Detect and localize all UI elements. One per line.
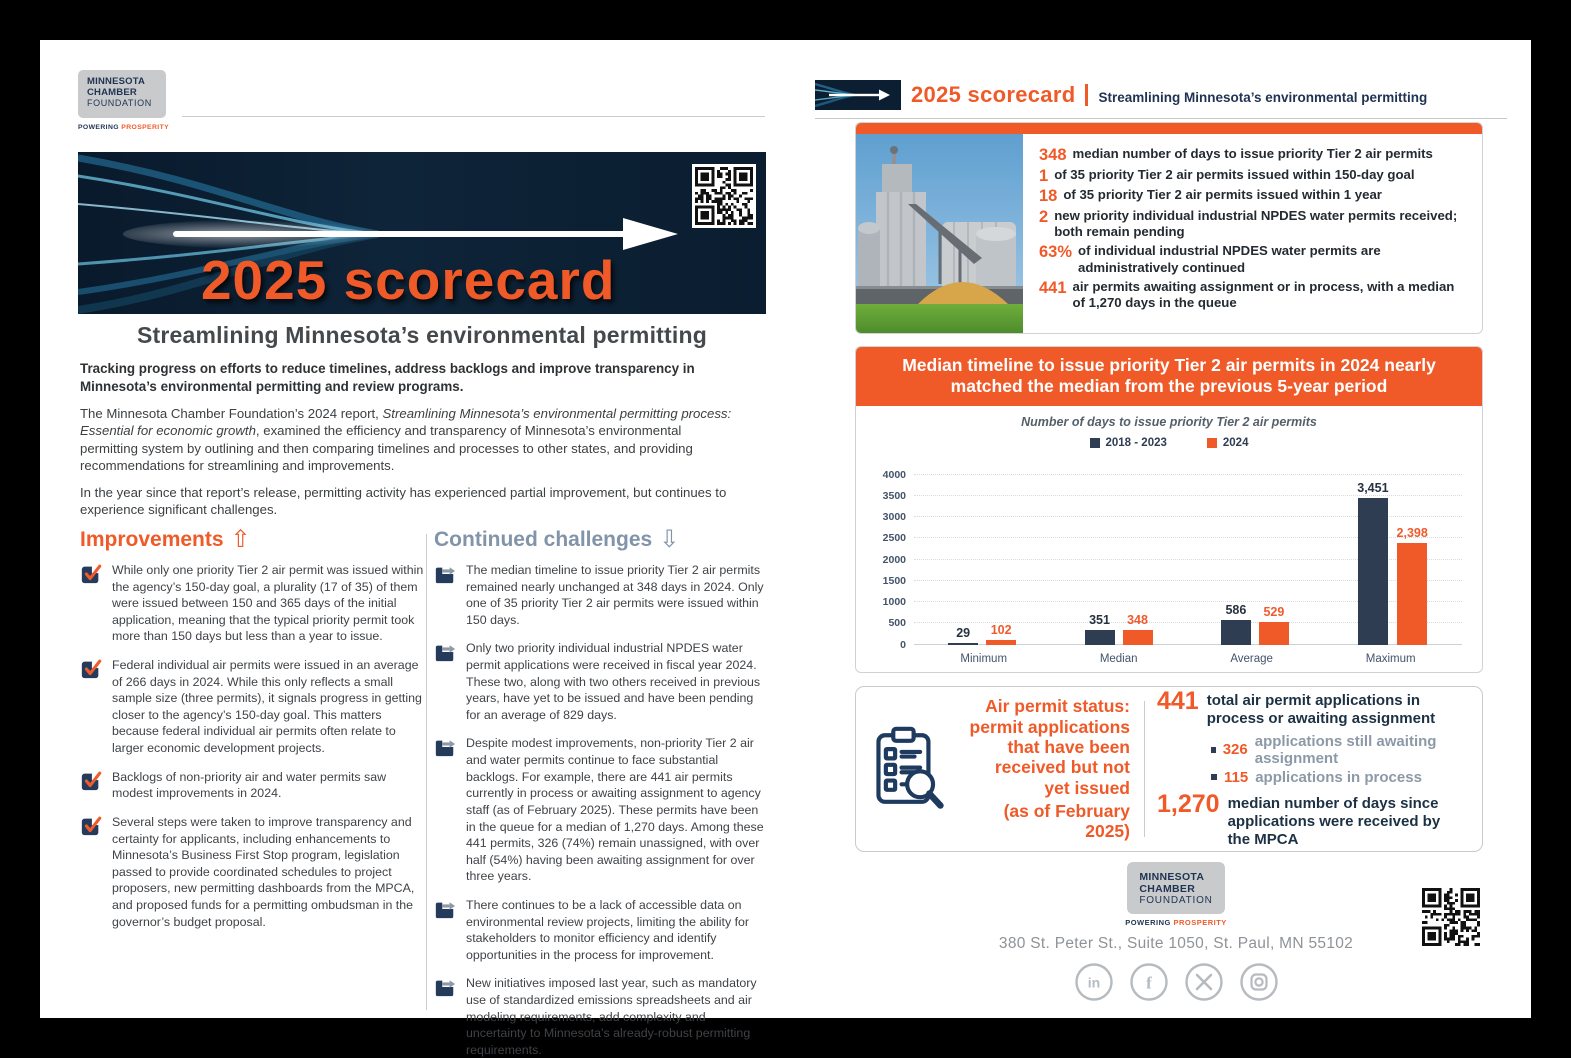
right-header-title: 2025 scorecard — [911, 82, 1076, 107]
box-arrow-icon — [434, 641, 456, 663]
chart-subtitle: Number of days to issue priority Tier 2 air permits — [1021, 414, 1317, 429]
challenge-item: Only two priority individual industrial NPDES water permit applications were received in fiscal year 2024. These two, along with two others received in previous years, have yet to be issued and have been pending for an average of 829 days. — [434, 640, 766, 723]
intro-paragraph-1: The Minnesota Chamber Foundation’s 2024 report, Streamlining Minnesota’s environmental permitting process: Essential for economic growth, examined the efficiency and transparency of Minnesota’s environmental permitting system by outlining and then comparing timelines and processes to other states, and providing recommendations for streamlining and improvements. — [80, 405, 732, 474]
up-arrow-icon: ⇧ — [230, 526, 251, 553]
bar-value-label: 348 — [1127, 612, 1148, 627]
status-right-panel — [1157, 686, 1466, 849]
improvements-heading: Improvements ⇧ — [80, 526, 251, 553]
svg-text:f: f — [1145, 973, 1152, 993]
bar — [1123, 630, 1153, 645]
x-axis-category-label: Minimum — [960, 652, 1008, 665]
bar-value-label: 3,451 — [1357, 481, 1389, 496]
checkbox-check-icon — [80, 658, 102, 680]
header-divider-line — [182, 116, 765, 117]
logo-line1: MINNESOTA — [87, 76, 146, 87]
chamber-foundation-logo — [78, 70, 166, 118]
checkbox-check-icon — [80, 770, 102, 792]
challenge-item: There continues to be a lack of accessible data on environmental review projects, limiting the ability for stakeholders to monitor efficiency and identify opportunities in the process for improvement. — [434, 897, 766, 963]
chart-title-banner: Median timeline to issue priority Tier 2 air permits in 2024 nearly matched the median from the previous 5-year period — [856, 347, 1482, 406]
grain-elevator-illustration — [856, 134, 1023, 334]
box-arrow-icon — [434, 563, 456, 585]
bar-groups — [914, 475, 1462, 645]
improvement-item: While only one priority Tier 2 air permit was issued within the agency’s 150-day goal, a plurality (17 of 35) of them were issued between 150 and 365 days of the initial application, meaning that the typical priority permit took more than 150 days but less than a year to issue. — [80, 562, 428, 645]
y-axis-tick-label: 3500 — [882, 489, 906, 502]
bar-value-label: 529 — [1263, 605, 1285, 620]
header-separator-bar — [1085, 84, 1088, 106]
legend-swatch — [1090, 438, 1100, 448]
improvement-item: Backlogs of non-priority air and water permits saw modest improvements in 2024. — [80, 769, 428, 802]
bar-wrap — [1123, 613, 1153, 645]
stat-row: 441 air permits awaiting assignment or in process, with a median of 1,270 days in the queue — [1039, 278, 1455, 311]
footer-chamber-foundation-logo: MINNESOTA CHAMBER FOUNDATION — [1127, 862, 1224, 914]
svg-text:in: in — [1087, 974, 1100, 991]
bar — [1397, 543, 1427, 645]
air-permit-status-box — [855, 686, 1483, 852]
chart-legend — [856, 437, 1482, 449]
bar-value-label: 102 — [990, 623, 1012, 638]
x-axis-category-label: Maximum — [1365, 652, 1416, 665]
challenge-item: New initiatives imposed last year, such as mandatory use of standardized emissions spreadsheets and air modeling requirements, add complexity and uncertainty to Minnesota’s already-robust permitting requirements. — [434, 975, 766, 1058]
status-bullet: 326 applications still awaiting assignment — [1211, 733, 1466, 767]
stats-box-accent-bar — [856, 123, 1482, 134]
y-axis-tick-label: 3000 — [882, 511, 906, 524]
y-axis-tick-label: 1000 — [882, 596, 906, 609]
bar-wrap — [1221, 603, 1251, 645]
bar-value-label: 351 — [1089, 612, 1110, 627]
clipboard-magnifier-icon — [872, 726, 946, 811]
intro-paragraph-2: In the year since that report’s release, permitting activity has experienced partial improvement, but continues to experience significant challenges. — [80, 484, 727, 518]
improvements-section — [80, 528, 428, 942]
bar-wrap — [1397, 526, 1428, 645]
improvement-item: Federal individual air permits were issued in an average of 266 days in 2024. While this only reflects a small sample size (three permits), it signals progress in getting closer to the agency’s 150-day goal. This matters because federal individual air permits often relate to larger economic development projects. — [80, 657, 428, 757]
y-axis-tick-label: 4000 — [882, 468, 906, 481]
bar-group-maximum — [1357, 481, 1428, 645]
stat-row: 1 of 35 priority Tier 2 air permits issued within 150-day goal — [1039, 166, 1415, 185]
two-page-spread — [40, 40, 1531, 1057]
legend-label: 2024 — [1222, 436, 1249, 449]
bar-wrap — [1259, 605, 1289, 644]
status-vertical-divider — [1144, 701, 1145, 837]
linkedin-icon[interactable] — [1074, 962, 1114, 1002]
right-header-rule — [815, 118, 1507, 119]
report-title-italic: Streamlining Minnesota’s environmental permitting process: Essential for economic growth — [80, 405, 732, 439]
stat-row: 348 median number of days to issue priority Tier 2 air permits — [1039, 146, 1433, 164]
bar-value-label: 586 — [1225, 602, 1247, 617]
right-page-footer — [830, 862, 1522, 1002]
bar — [1085, 630, 1115, 645]
bar-group-average — [1221, 603, 1289, 645]
social-icons-row — [830, 962, 1522, 1002]
stat-row: 18 of 35 priority Tier 2 air permits issued within 1 year — [1039, 187, 1382, 205]
status-left-panel — [872, 696, 1130, 841]
grain-elevator-photo — [856, 134, 1023, 334]
mini-banner-arrow-graphic — [815, 80, 901, 110]
stat-row: 2 new priority individual industrial NPDES water permits received; both remain pending — [1039, 207, 1458, 239]
status-label: Air permit status: permit applications that have been received but not yet issued (as of February 2025) — [954, 696, 1130, 841]
box-arrow-icon — [434, 898, 456, 920]
intro-section — [80, 360, 736, 528]
challenges-heading: Continued challenges ⇩ — [434, 526, 680, 553]
challenge-item: The median timeline to issue priority Tier 2 air permits remained nearly unchanged at 348 days in 2024. Only one of 35 priority Tier 2 air permits were issued within 150 days. — [434, 562, 766, 628]
bar — [948, 643, 978, 645]
right-header-subtitle: Streamlining Minnesota’s environmental permitting — [1098, 89, 1428, 105]
legend-swatch — [1207, 438, 1217, 448]
bar-wrap — [1085, 613, 1115, 645]
square-bullet-icon — [1211, 747, 1216, 753]
challenges-section — [434, 528, 766, 1058]
bar-value-label: 2,398 — [1396, 525, 1428, 540]
y-axis-tick-label: 0 — [900, 638, 906, 651]
checkbox-check-icon — [80, 815, 102, 837]
y-axis-tick-label: 2000 — [882, 553, 906, 566]
stat-row: 63% of individual industrial NPDES water permits are administratively continued — [1039, 243, 1381, 275]
logo-tagline: POWERING PROSPERITY — [78, 124, 170, 131]
box-arrow-icon — [434, 976, 456, 998]
right-page-header — [815, 80, 1507, 110]
status-bullet-list — [1211, 733, 1466, 786]
legend-label: 2018 - 2023 — [1105, 436, 1167, 449]
x-twitter-icon[interactable] — [1184, 962, 1224, 1002]
bar — [986, 640, 1016, 644]
bar — [1358, 498, 1388, 645]
status-bullet: 115 applications in process — [1211, 769, 1466, 786]
chart-panel — [855, 346, 1483, 673]
bar-group-median — [1085, 613, 1153, 645]
key-stats-list — [1023, 134, 1482, 334]
facebook-icon[interactable] — [1129, 962, 1169, 1002]
y-axis-tick-label: 2500 — [882, 532, 906, 545]
box-arrow-icon — [434, 736, 456, 758]
bar-wrap — [986, 623, 1016, 644]
cover-banner — [78, 152, 766, 314]
x-axis-category-label: Average — [1230, 652, 1273, 665]
legend-item — [1090, 437, 1167, 449]
down-arrow-icon: ⇩ — [659, 526, 680, 553]
logo-line2: CHAMBER — [87, 86, 137, 98]
logo-line3: FOUNDATION — [87, 98, 152, 109]
square-bullet-icon — [1211, 774, 1217, 780]
improvement-item: Several steps were taken to improve transparency and certainty for applicants, including enhancements to Minnesota’s Business First Stop program, legislation passed to provide coordinated schedules to project proposers, new permitting dashboards from the MPCA, and proposed funds for a permitting ombudsman in the governor’s budget proposal. — [80, 814, 428, 930]
bar — [1221, 620, 1251, 645]
x-axis-category-label: Median — [1099, 652, 1138, 665]
key-stats-box — [855, 122, 1483, 334]
y-axis-tick-label: 500 — [888, 617, 906, 630]
instagram-icon[interactable] — [1239, 962, 1279, 1002]
intro-lead: Tracking progress on efforts to reduce timelines, address backlogs and improve transparency in Minnesota’s environmental permitting and review programs. — [80, 361, 695, 394]
legend-item — [1207, 437, 1249, 449]
bar — [1259, 622, 1289, 644]
status-as-of-note: (as of February 2025) — [1003, 800, 1130, 842]
footer-address: 380 St. Peter St., Suite 1050, St. Paul, MN 55102 — [998, 934, 1354, 952]
checkbox-check-icon — [80, 563, 102, 585]
bar-wrap — [948, 626, 978, 645]
banner-title: 2025 scorecard — [200, 249, 616, 311]
bar-wrap — [1357, 481, 1388, 645]
banner-qr-code — [692, 164, 756, 228]
chart-plot — [882, 468, 1462, 651]
challenge-item: Despite modest improvements, non-priority Tier 2 air and water permits continue to face substantial backlogs. For example, there are 441 air permits currently in process or awaiting assignment to agency staff (as of February 2025). These permits have been in the queue for a median of 1,270 days. Among these 441 permits, 326 (74%) remain unassigned, with over half (54%) having been awaiting assignment for over three years. — [434, 735, 766, 884]
status-stat-median-days: 1,270 median number of days since applications were received by the MPCA — [1157, 789, 1441, 848]
bar-value-label: 29 — [956, 626, 971, 641]
bar-group-minimum — [948, 623, 1016, 644]
footer-logo-tagline: POWERING PROSPERITY — [1125, 917, 1227, 927]
footer-qr-code — [1422, 888, 1480, 946]
y-axis-tick-label: 1500 — [882, 574, 906, 587]
status-stat-total: 441 total air permit applications in process or awaiting assignment — [1157, 686, 1436, 727]
page-title: Streamlining Minnesota’s environmental permitting — [137, 322, 707, 348]
chart-x-labels — [914, 653, 1462, 665]
